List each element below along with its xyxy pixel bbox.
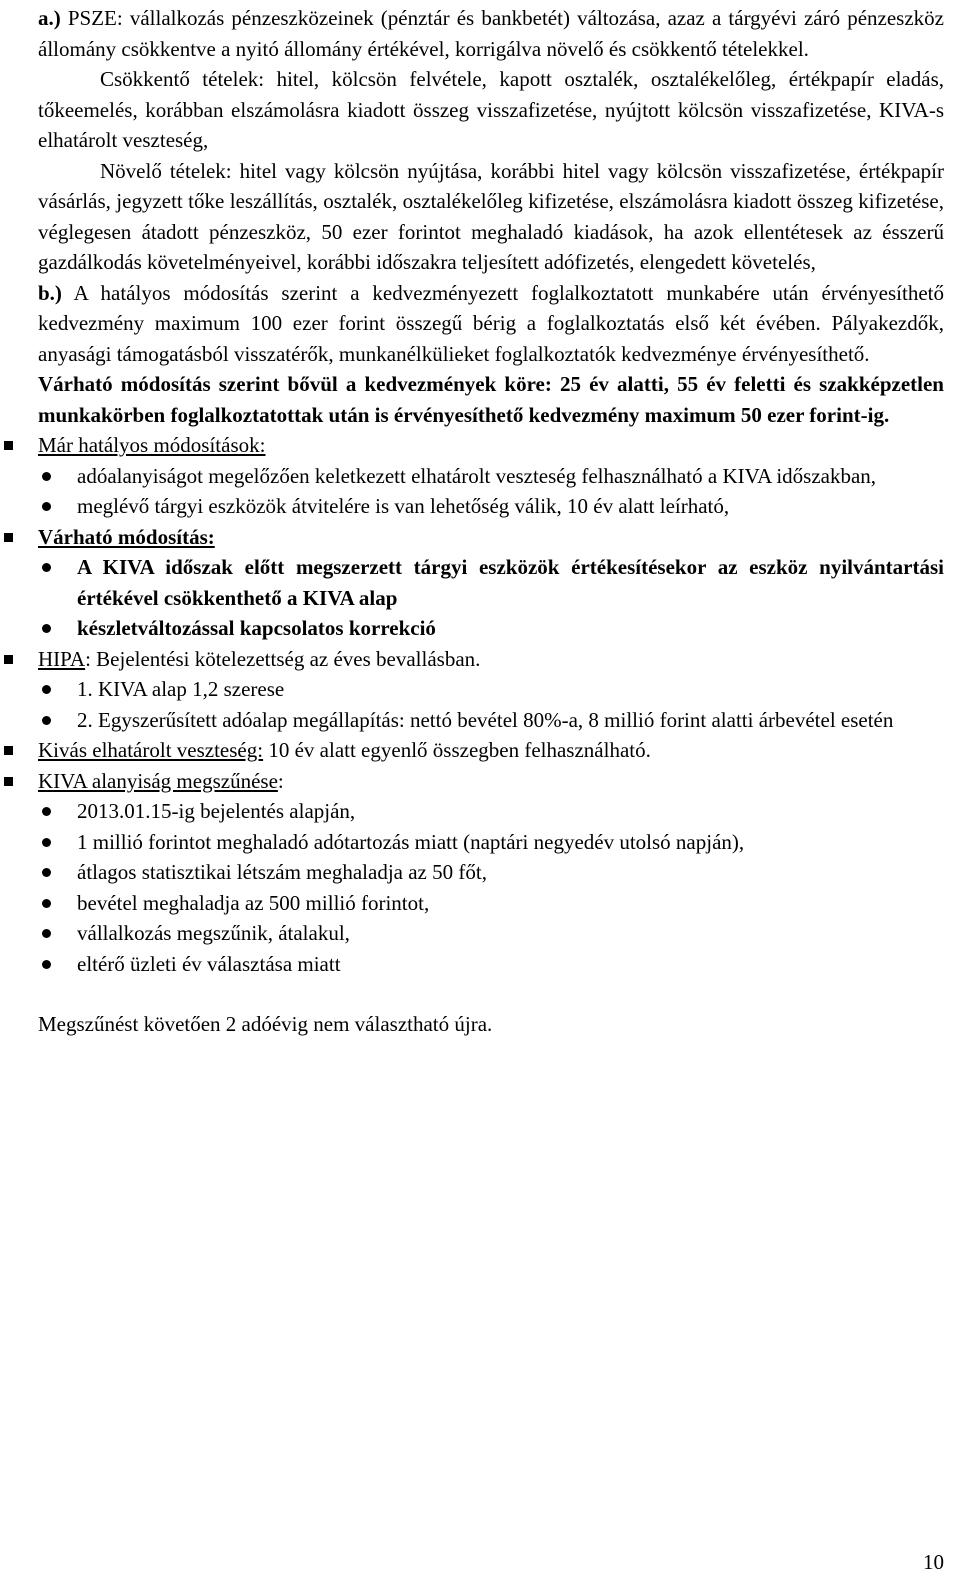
square-bullet-icon — [4, 441, 13, 450]
section-hipa — [38, 644, 944, 675]
list-item: meglévő tárgyi eszközök átvitelére is van lehetőség válik, 10 év alatt leírható, — [38, 491, 944, 522]
document-page — [38, 3, 944, 1040]
section-label-b: b.) — [38, 280, 62, 305]
hatalyos-list — [38, 461, 944, 522]
closing-paragraph: Megszűnést követően 2 adóévig nem választható újra. — [38, 1012, 493, 1036]
psze-definition: PSZE: vállalkozás pénzeszközeinek (pénztár és bankbetét) változása, azaz a tárgyévi záró pénzeszköz állomány csökkentve a nyitó állomány értékével, korrigálva növelő és csökkentő tételekkel. — [38, 6, 944, 61]
list-item: 2013.01.15-ig bejelentés alapján, — [38, 796, 944, 827]
list-item: átlagos statisztikai létszám meghaladja az 50 főt, — [38, 857, 944, 888]
list-item: készletváltozással kapcsolatos korrekció — [38, 613, 944, 644]
bullet-dot-icon — [42, 624, 51, 633]
current-discount-text: A hatályos módosítás szerint a kedvezményezett foglalkoztatott munkabére után érvényesíthető kedvezmény maximum 100 ezer forint összegű bérig a foglalkoztatás első két évében. Pályakezdők, anyasági támogatásból visszatérők, munkanélkülieket foglalkoztatók kedvezménye érvényesíthető. — [38, 280, 944, 366]
list-item: A KIVA időszak előtt megszerzett tárgyi eszközök értékesítésekor az eszköz nyilvántartási értékével csökkenthető a KIVA alap — [38, 552, 944, 613]
paragraph-increasing-items: Növelő tételek: hitel vagy kölcsön nyújtása, korábbi hitel vagy kölcsön visszafizetése, értékpapír vásárlás, jegyzett tőke leszállítás, osztalék, osztalékelőleg kifizetése, elszámolásra kiadott összeg kifizetése, véglegesen átadott pénzeszköz, 50 ezer forintot meghaladó kiadások, ha azok ellentétesek az ésszerű gazdálkodás követelményeivel, korábbi időszakra teljesített adófizetés, elengedett követelés, — [38, 158, 944, 274]
varhato-list — [38, 552, 944, 644]
bullet-dot-icon — [42, 472, 51, 481]
spacer — [38, 979, 944, 1009]
section-varhato — [38, 522, 944, 553]
section-kivas — [38, 735, 944, 766]
bullet-dot-icon — [42, 960, 51, 969]
list-item: 1 millió forintot meghaladó adótartozás miatt (naptári negyedév utolsó napján), — [38, 827, 944, 858]
list-item: adóalanyiságot megelőzően keletkezett elhatárolt veszteség felhasználható a KIVA időszakban, — [38, 461, 944, 492]
bullet-dot-icon — [42, 685, 51, 694]
list-item: eltérő üzleti év választása miatt — [38, 949, 944, 980]
varhato-heading: Várható módosítás: — [38, 524, 215, 549]
list-item: 2. Egyszerűsített adóalap megállapítás: nettó bevétel 80%-a, 8 millió forint alatti árbevétel esetén — [38, 705, 944, 736]
section-megszunes — [38, 766, 944, 797]
paragraph-decreasing-items: Csökkentő tételek: hitel, kölcsön felvétele, kapott osztalék, osztalékelőleg, értékpapír eladás, tőkeemelés, korábban elszámolásra kiadott összeg visszafizetése, nyújtott kölcsön visszafizetése, KIVA-s elhatárolt veszteség, — [38, 67, 944, 152]
bullet-dot-icon — [42, 502, 51, 511]
paragraph-a-intro — [38, 3, 944, 64]
bullet-dot-icon — [42, 807, 51, 816]
square-bullet-icon — [4, 777, 13, 786]
bullet-dot-icon — [42, 716, 51, 725]
square-bullet-icon — [4, 746, 13, 755]
square-bullet-icon — [4, 533, 13, 542]
kivas-heading: Kivás elhatárolt veszteség: — [38, 738, 264, 762]
hatalyos-heading: Már hatályos módosítások: — [38, 433, 266, 457]
bullet-dot-icon — [42, 868, 51, 877]
page-number: 10 — [923, 1550, 944, 1574]
hipa-list — [38, 674, 944, 735]
paragraph-expected-change: Várható módosítás szerint bővül a kedvezmények köre: 25 év alatti, 55 év feletti és szakképzetlen munkakörben foglalkoztatottak után is érvényesíthető kedvezmény maximum 50 ezer forint-ig. — [38, 372, 944, 427]
megszunes-heading: KIVA alanyiság megszűnése — [38, 768, 278, 793]
list-item: 1. KIVA alap 1,2 szerese — [38, 674, 944, 705]
paragraph-b-intro — [38, 278, 944, 370]
list-item: vállalkozás megszűnik, átalakul, — [38, 918, 944, 949]
square-bullet-icon — [4, 655, 13, 664]
bullet-dot-icon — [42, 899, 51, 908]
kivas-text: 10 év alatt egyenlő összegben felhasználható. — [263, 738, 651, 762]
megszunes-colon: : — [277, 768, 284, 793]
bullet-dot-icon — [42, 838, 51, 847]
list-item: bevétel meghaladja az 500 millió forintot, — [38, 888, 944, 919]
megszunes-list — [38, 796, 944, 979]
section-label-a: a.) — [38, 6, 61, 30]
section-hatalyos — [38, 430, 944, 461]
hipa-text: : Bejelentési kötelezettség az éves bevallásban. — [85, 646, 481, 671]
hipa-heading: HIPA — [38, 646, 86, 671]
bullet-dot-icon — [42, 563, 51, 572]
bullet-dot-icon — [42, 929, 51, 938]
